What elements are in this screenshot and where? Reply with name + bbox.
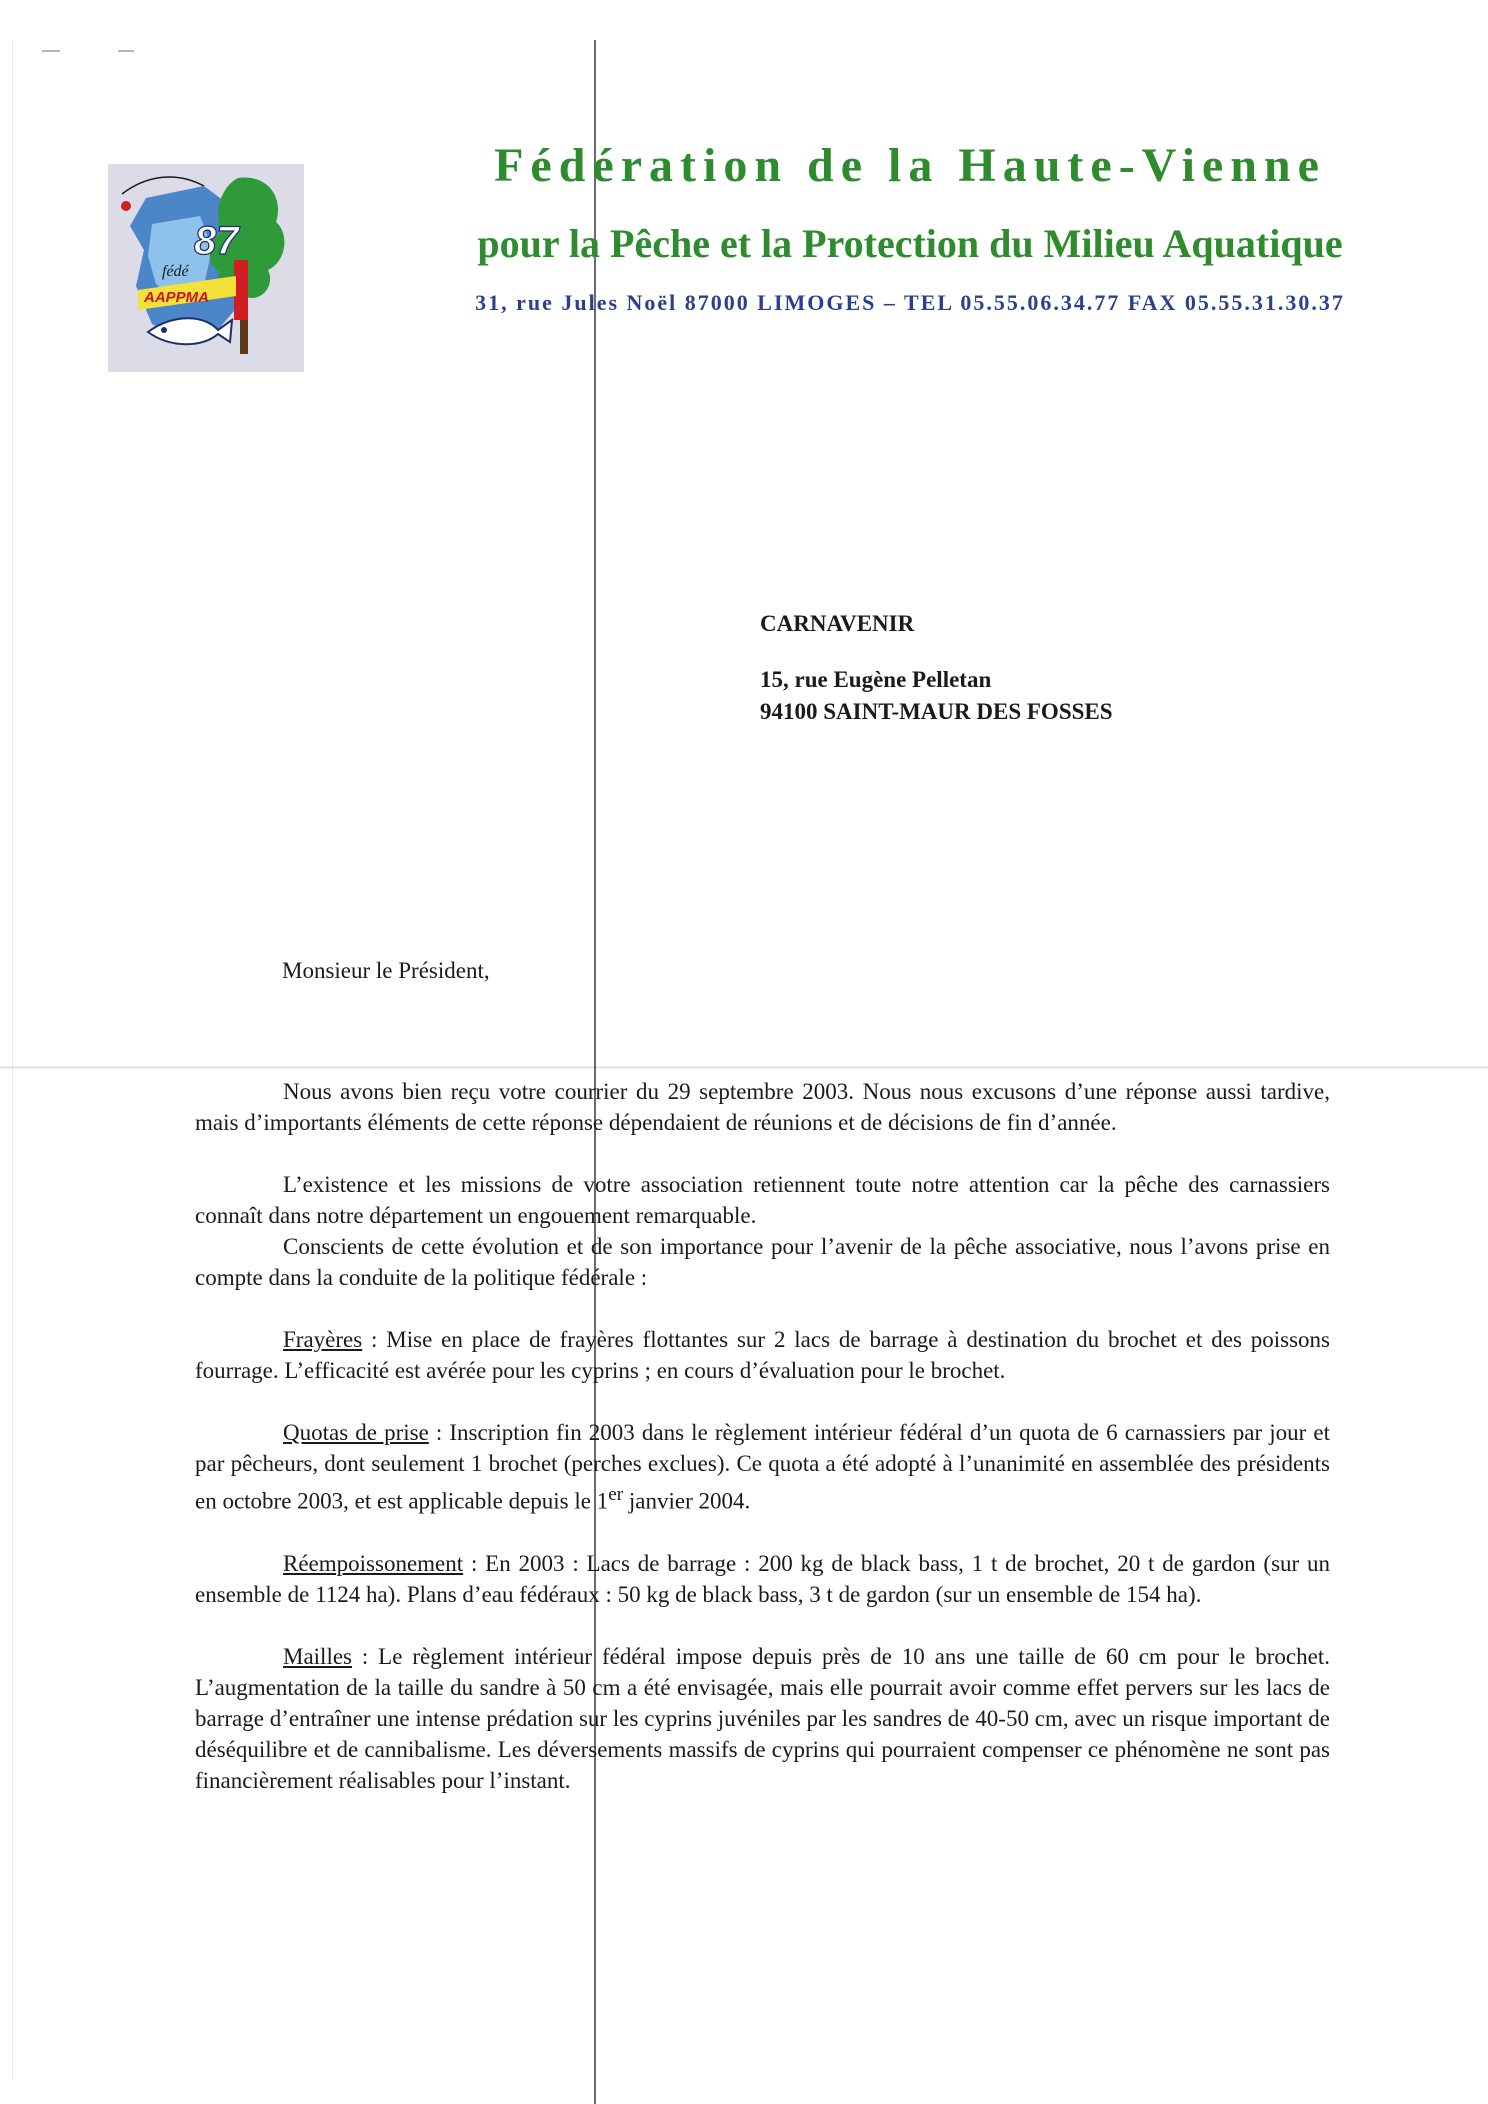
mailles-label: Mailles	[283, 1643, 352, 1669]
letter-body	[195, 1076, 1330, 1827]
reempoissonement-text: : En 2003 : Lacs de barrage : 200 kg de black bass, 1 t de brochet, 20 t de gardon (sur un ensemble de 1124 ha). Plans d’eau fédéraux : 50 kg de black bass, 3 t de gardon (sur un ensemble de 154 ha).	[195, 1550, 1330, 1607]
paragraph-quotas	[195, 1417, 1330, 1517]
federation-logo	[108, 164, 304, 372]
quotas-superscript: er	[608, 1484, 624, 1505]
scan-fold-horizontal	[0, 1066, 1488, 1069]
paragraph-missions: L’existence et les missions de votre association retiennent toute notre attention car la pêche des carnassiers connaît dans notre département un engouement remarquable.	[195, 1172, 1330, 1228]
scan-mark	[42, 50, 60, 52]
frayeres-text: : Mise en place de frayères flottantes sur 2 lacs de barrage à destination du brochet et des poissons fourrage. L’efficacité est avérée pour les cyprins ; en cours d’évaluation pour le brochet.	[195, 1327, 1330, 1383]
quotas-text: : Inscription fin 2003 dans le règlement intérieur fédéral d’un quota de 6 carnassiers par jour et par pêcheurs, dont seulement 1 brochet (perches exclues). Ce quota a été adopté à l’unanimité en assemblée des présidents en octobre 2003, et est applicable depuis le 1	[195, 1420, 1331, 1514]
reempoissonement-label: Réempoissonement	[283, 1550, 464, 1576]
recipient-street: 15, rue Eugène Pelletan	[760, 667, 992, 692]
paragraph-mailles	[195, 1641, 1330, 1796]
paragraph-intro: Nous avons bien reçu votre courrier du 29 septembre 2003. Nous nous excusons d’une réponse aussi tardive, mais d’importants éléments de cette réponse dépendaient de réunions et de décisions de fin d’année.	[195, 1079, 1330, 1135]
quotas-label: Quotas de prise	[283, 1420, 429, 1445]
scan-edge	[12, 40, 13, 2080]
federation-subtitle: pour la Pêche et la Protection du Milieu Aquatique	[477, 221, 1343, 266]
quotas-tail: janvier 2004.	[623, 1488, 751, 1514]
recipient-city: 94100 SAINT-MAUR DES FOSSES	[760, 699, 1113, 724]
logo-text-aappma: AAPPMA	[144, 289, 210, 306]
scan-mark	[118, 50, 134, 52]
recipient-block	[760, 608, 1113, 728]
federation-address: 31, rue Jules Noël 87000 LIMOGES – TEL 05.55.06.34.77 FAX 05.55.31.30.37	[475, 290, 1345, 315]
paragraph-policy: Conscients de cette évolution et de son importance pour l’avenir de la pêche associative, nous l’avons prise en compte dans la conduite de la politique fédérale :	[195, 1234, 1330, 1290]
frayeres-label: Frayères	[283, 1327, 363, 1352]
salutation: Monsieur le Président,	[282, 958, 490, 983]
logo-number: 87	[194, 219, 239, 263]
logo-text-fede: fédé	[162, 263, 189, 280]
recipient-name: CARNAVENIR	[760, 611, 915, 636]
mailles-text: : Le règlement intérieur fédéral impose depuis près de 10 ans une taille de 60 cm pour le brochet. L’augmentation de la taille du sandre à 50 cm a été envisagée, mais elle pourrait avoir comme effet pervers sur les lacs de barrage d’entraîner une intense prédation sur les cyprins juvéniles par les sandres de 40-50 cm, avec un risque important de déséquilibre et de cannibalisme. Les déversements massifs de cyprins qui pourraient compenser ce phénomène ne sont pas financièrement réalisables pour l’instant.	[195, 1643, 1330, 1793]
federation-title: Fédération de la Haute-Vienne	[494, 139, 1326, 192]
paragraph-frayeres	[195, 1324, 1330, 1386]
paragraph-reempoissonement	[195, 1548, 1330, 1610]
